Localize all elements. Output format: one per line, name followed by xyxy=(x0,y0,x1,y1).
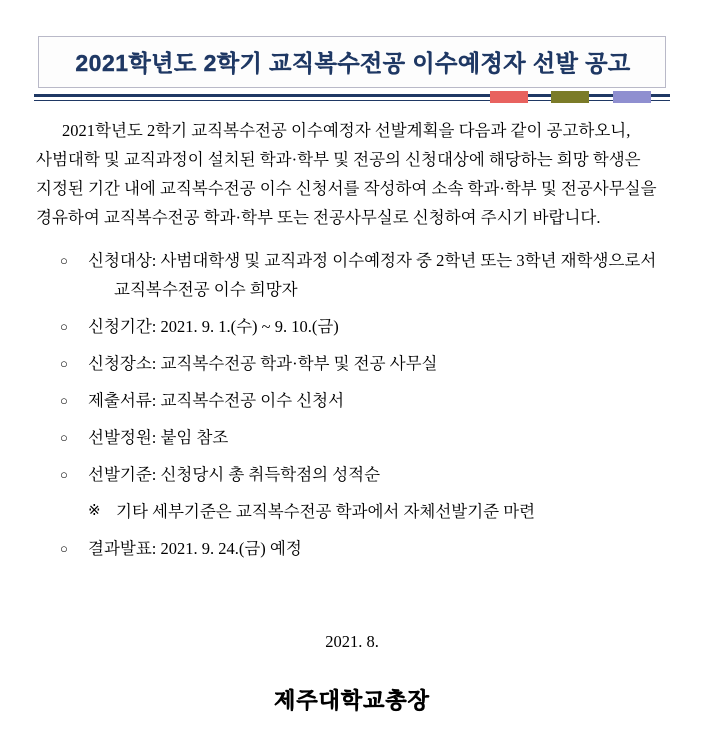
list-item xyxy=(60,246,680,304)
bullet-marker: ○ xyxy=(60,467,68,482)
list-item-line: 신청장소: 교직복수전공 학과·학부 및 전공 사무실 xyxy=(88,354,438,373)
bullet-marker: ○ xyxy=(60,356,68,371)
intro-line-4: 경유하여 교직복수전공 학과·학부 또는 전공사무실로 신청하여 주시기 바랍니다. xyxy=(36,208,601,227)
note-text: 기타 세부기준은 교직복수전공 학과에서 자체선발기준 마련 xyxy=(116,502,536,521)
list-item xyxy=(60,460,680,489)
bullet-marker: ○ xyxy=(60,253,68,268)
list-item xyxy=(60,534,680,563)
list-item-line: 선발정원: 붙임 참조 xyxy=(88,428,229,447)
bullet-marker: ○ xyxy=(60,541,68,556)
list-item-line: 선발기준: 신청당시 총 취득학점의 성적순 xyxy=(88,465,381,484)
bullet-marker: ○ xyxy=(60,393,68,408)
issue-date: 2021. 8. xyxy=(325,632,379,651)
decor-chip-olive xyxy=(551,91,589,103)
list-item-line: 결과발표: 2021. 9. 24.(금) 예정 xyxy=(88,539,302,558)
bullet-marker: ○ xyxy=(60,319,68,334)
decor-chip-purple xyxy=(613,91,651,103)
list-item xyxy=(60,386,680,415)
decor-chip-red xyxy=(490,91,528,103)
intro-line-1: 2021학년도 2학기 교직복수전공 이수예정자 선발계획을 다음과 같이 공고하오니, xyxy=(62,121,631,140)
signer-name: 제주대학교총장 xyxy=(274,688,430,713)
list-item xyxy=(60,349,680,378)
intro-line-2: 사범대학 및 교직과정이 설치된 학과·학부 및 전공의 신청대상에 해당하는 희망 학생은 xyxy=(36,150,641,169)
page-title: 2021학년도 2학기 교직복수전공 이수예정자 선발 공고 xyxy=(75,50,631,76)
intro-line-3: 지정된 기간 내에 교직복수전공 이수 신청서를 작성하여 소속 학과·학부 및 전공사무실을 xyxy=(36,179,657,198)
announcement-items xyxy=(60,246,680,571)
list-item-line: 신청대상: 사범대학생 및 교직과정 이수예정자 중 2학년 또는 3학년 재학생으로서 xyxy=(88,251,657,270)
bullet-marker: ○ xyxy=(60,430,68,445)
list-item-line: 제출서류: 교직복수전공 이수 신청서 xyxy=(88,391,345,410)
list-item-line: 교직복수전공 이수 희망자 xyxy=(114,280,298,299)
intro-paragraph xyxy=(36,116,668,232)
note-marker: ※ xyxy=(88,503,101,519)
list-item xyxy=(60,312,680,341)
list-item xyxy=(60,423,680,452)
list-item-line: 신청기간: 2021. 9. 1.(수) ~ 9. 10.(금) xyxy=(88,317,339,336)
note-line xyxy=(60,497,680,526)
title-banner xyxy=(38,36,666,88)
